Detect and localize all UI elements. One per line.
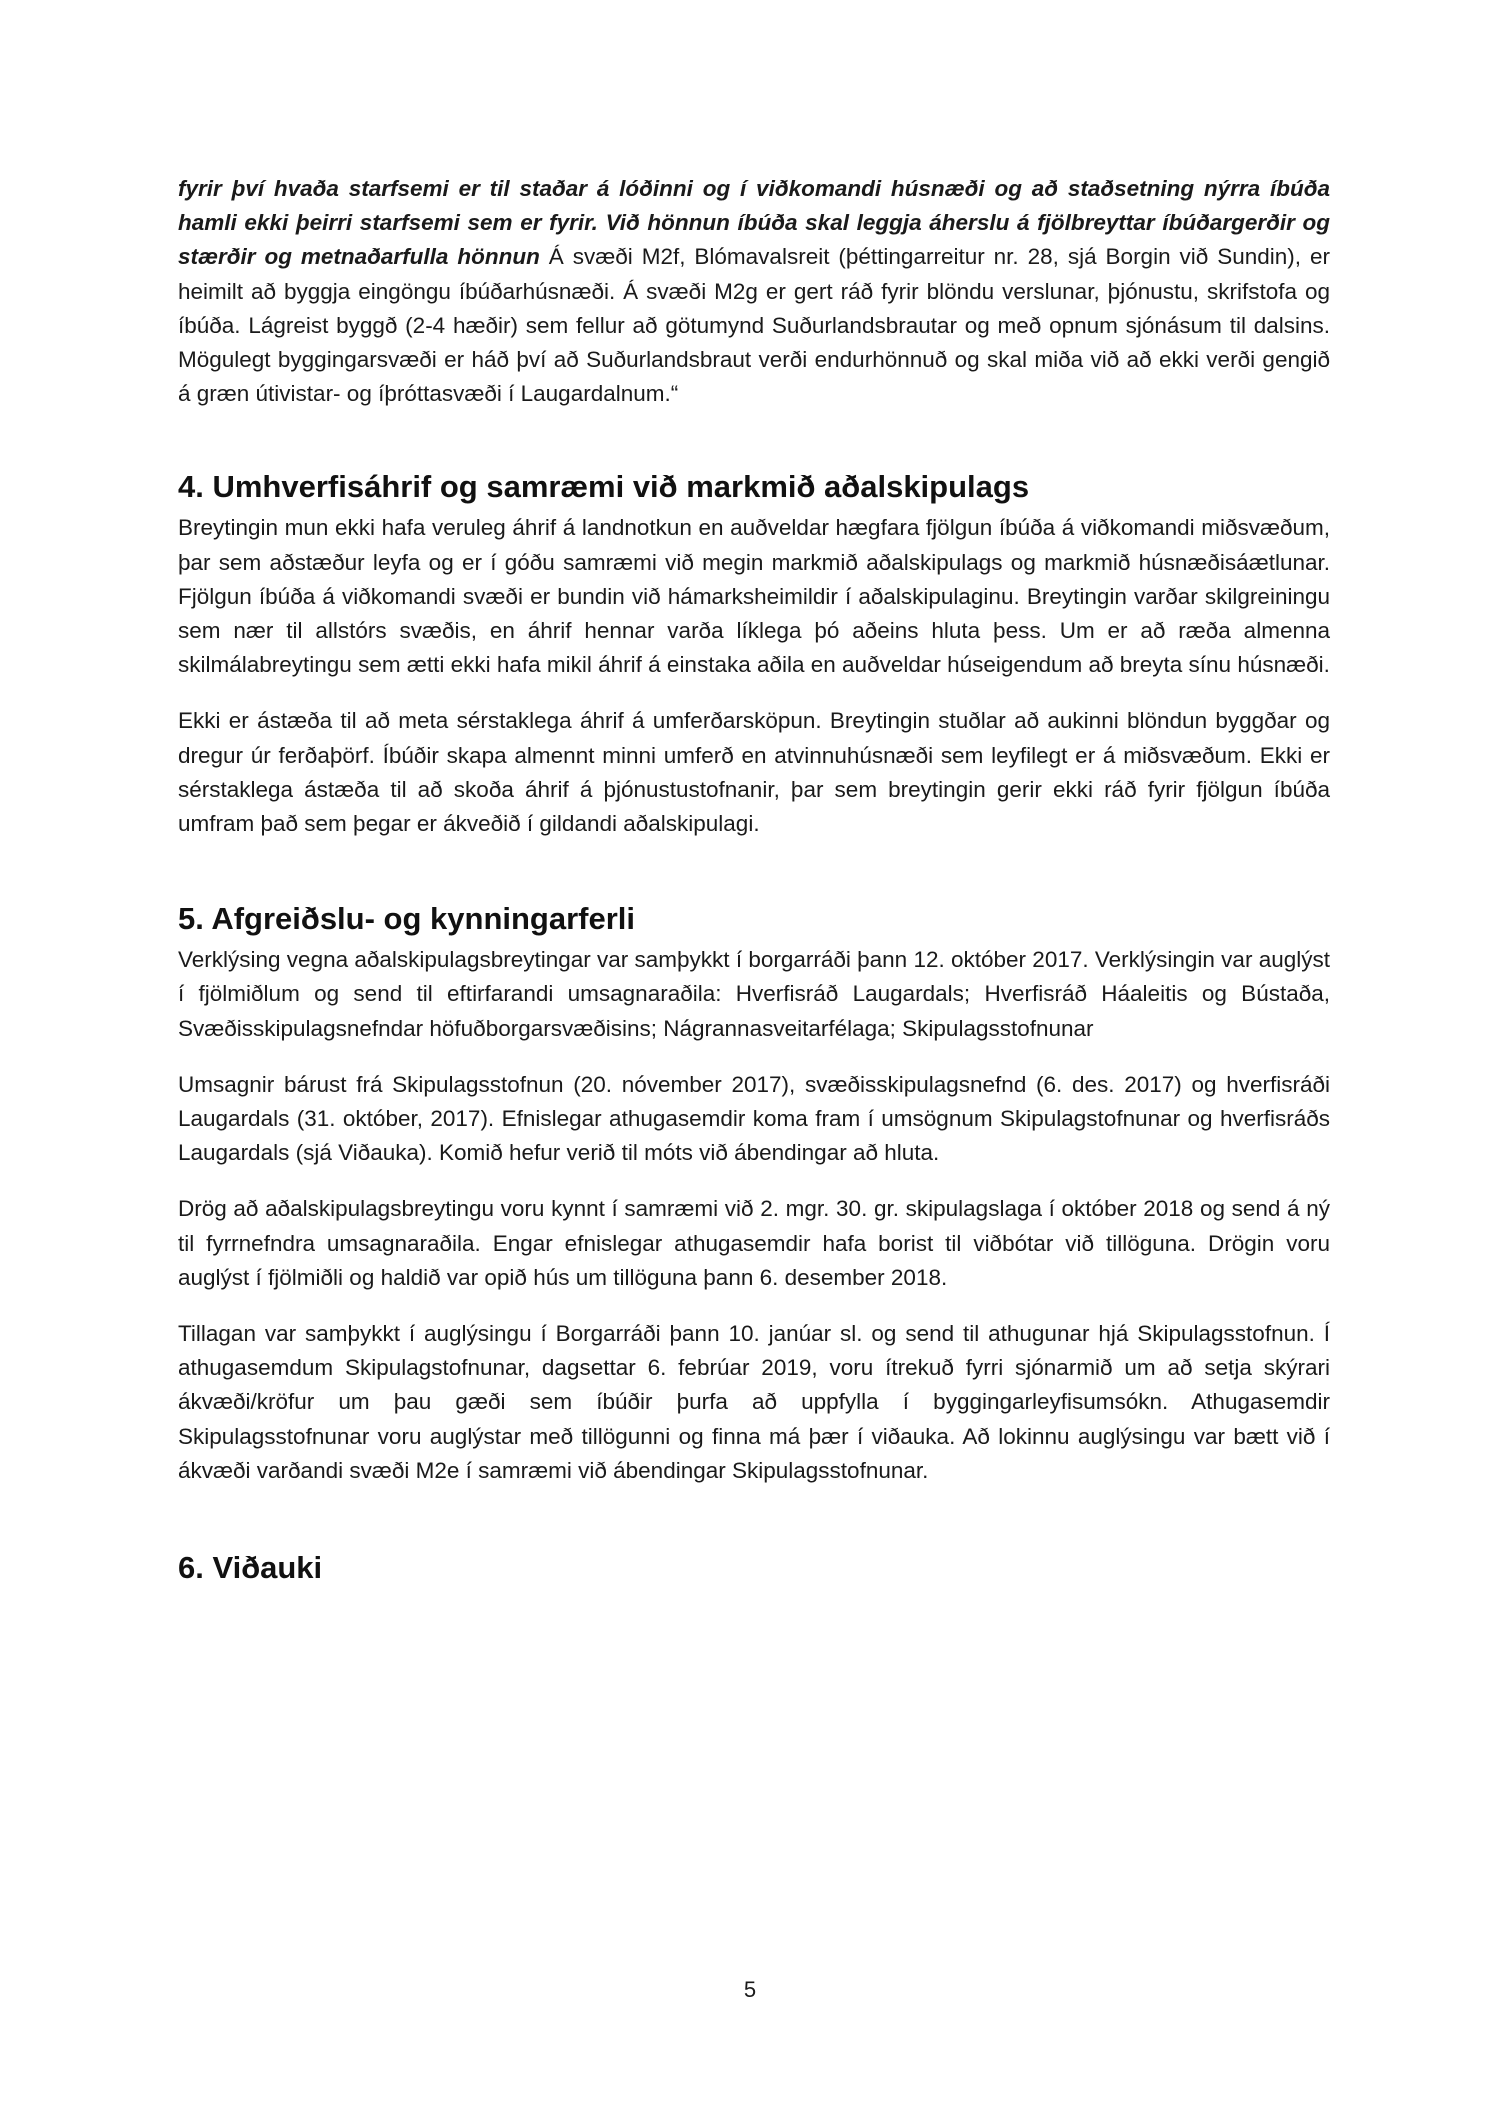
intro-body-text: Á svæði M2f, Blómavalsreit (þéttingarreitur nr. 28, sjá Borgin við Sundin), er heimilt að byggja eingöngu íbúðarhúsnæði. Á svæði M2g er gert ráð fyrir blöndu verslunar, þjónustu, skrifstofa og íbúða. Lágreist byggð (2-4 hæðir) sem fellur að götumynd Suðurlandsbrautar og með opnum sjónásum til dalsins. Mögulegt byggingarsvæði er háð því að Suðurlandsbraut verði endurhönnuð og skal miða við að ekki verði gengið á græn útivistar- og íþróttasvæði í Laugardalnum.“ — [178, 244, 1330, 407]
page-number: 5 — [743, 1977, 757, 2002]
section-4-paragraph-1: Breytingin mun ekki hafa veruleg áhrif á landnotkun en auðveldar hægfara fjölgun íbúða á viðkomandi miðsvæðum, þar sem aðstæður leyfa og er í góðu samræmi við megin markmið aðalskipulags og markmið húsnæðisáætlunar. Fjölgun íbúða á viðkomandi svæði er bundin við hámarksheimildir í aðalskipulaginu. Breytingin varðar skilgreiningu sem nær til allstórs svæðis, en áhrif hennar varða líklega þó aðeins hluta þess. Um er að ræða almenna skilmálabreytingu sem ætti ekki hafa mikil áhrif á einstaka aðila en auðveldar húseigendum að breyta sínu húsnæði. — [178, 515, 1330, 678]
document-page — [178, 172, 1330, 1588]
section-5-heading: 5. Afgreiðslu- og kynningarferli — [178, 901, 636, 937]
section-5-paragraph-4: Tillagan var samþykkt í auglýsingu í Borgarráði þann 10. janúar sl. og send til athugunar hjá Skipulagsstofnun. Í athugasemdum Skipulagstofnunar, dagsettar 6. febrúar 2019, voru ítrekuð fyrri sjónarmið um að setja skýrari ákvæði/kröfur um þau gæði sem íbúðir þurfa að uppfylla í byggingarleyfisumsókn. Athugasemdir Skipulagsstofnunar voru auglýstar með tillögunni og finna má þær í viðauka. Að lokinnu auglýsingu var bætt við í ákvæði varðandi svæði M2e í samræmi við ábendingar Skipulagsstofnunar. — [178, 1321, 1330, 1483]
section-5-paragraph-1: Verklýsing vegna aðalskipulagsbreytingar var samþykkt í borgarráði þann 12. október 2017. Verklýsingin var auglýst í fjölmiðlum og send til eftirfarandi umsagnaraðila: Hverfisráð Laugardals; Hverfisráð Háaleitis og Bústaða, Svæðisskipulagsnefndar höfuðborgarsvæðisins; Nágrannasveitarfélaga; Skipulagsstofnunar — [178, 947, 1330, 1041]
section-4-heading: 4. Umhverfisáhrif og samræmi við markmið aðalskipulags — [178, 469, 1030, 505]
section-5-paragraph-3: Drög að aðalskipulagsbreytingu voru kynnt í samræmi við 2. mgr. 30. gr. skipulagslaga í október 2018 og send á ný til fyrrnefndra umsagnaraðila. Engar efnislegar athugasemdir hafa borist til viðbótar við tillöguna. Drögin voru auglýst í fjölmiðli og haldið var opið hús um tillöguna þann 6. desember 2018. — [178, 1196, 1330, 1290]
intro-paragraph — [178, 172, 1330, 411]
section-5-paragraph-2: Umsagnir bárust frá Skipulagsstofnun (20. nóvember 2017), svæðisskipulagsnefnd (6. des. 2017) og hverfisráði Laugardals (31. október, 2017). Efnislegar athugasemdir koma fram í umsögnum Skipulagstofnunar og hverfisráðs Laugardals (sjá Viðauka). Komið hefur verið til móts við ábendingar að hluta. — [178, 1071, 1330, 1166]
section-6-heading: 6. Viðauki — [178, 1550, 323, 1586]
section-4-paragraph-2: Ekki er ástæða til að meta sérstaklega áhrif á umferðarsköpun. Breytingin stuðlar að aukinni blöndun byggðar og dregur úr ferðaþörf. Íbúðir skapa almennt minni umferð en atvinnuhúsnæði sem leyfilegt er á miðsvæðum. Ekki er sérstaklega ástæða til að skoða áhrif á þjónustustofnanir, þar sem breytingin gerir ekki ráð fyrir fjölgun íbúða umfram það sem þegar er ákveðið í gildandi aðalskipulagi. — [178, 708, 1330, 837]
intro-emphasis-text: fyrir því hvaða starfsemi er til staðar á lóðinni og í viðkomandi húsnæði og að staðsetning nýrra íbúða hamli ekki þeirri starfsemi sem er fyrir. Við hönnun íbúða skal leggja áherslu á fjölbreyttar íbúðargerðir og stærðir og metnaðarfulla hönnun — [178, 176, 1330, 270]
